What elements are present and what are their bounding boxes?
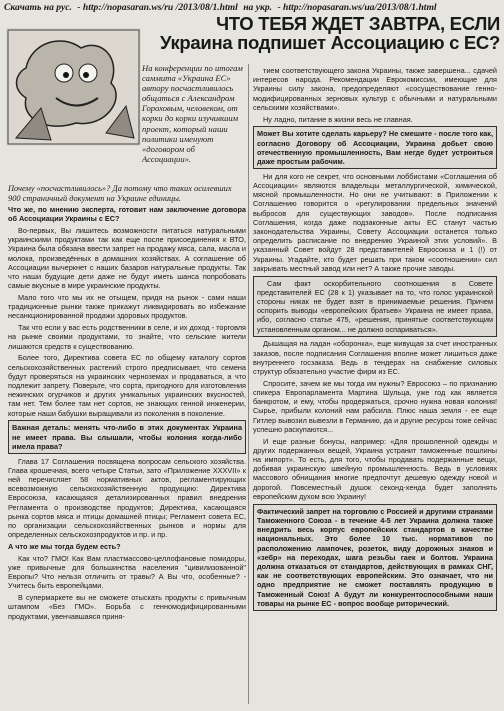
paragraph: Мало того что мы их не отыщем, придя на рынок - сами наши традиционные рынки также прикажут ликвидировать во избежание несанкционированной продажи здоровых продуктов. bbox=[8, 293, 246, 321]
paragraph: Что же, по мнению эксперта, готовит нам заключение договора об Ассоциации Украины с ЕС? bbox=[8, 205, 246, 224]
paragraph: Как что? ГМО! Как Вам пластмассово-целлофановые помидоры, уже привычные для большинства населения "цивилизованной" Европы? Что нельзя отличить от травы? А Вы что, особенные? - Учитесь быть европейцами. bbox=[8, 553, 246, 591]
paragraph: Дышащая на ладан «оборонка», еще живущая за счет иностранных заказов, после подписания Соглашения вполне может лишиться даже внутреннего госзаказа. Ведь в тендерах на снабжение силовых структур обязательно участие фирм из ЕС. bbox=[253, 339, 497, 377]
paragraph: В супермаркете вы не сможете отыскать продукты с привычным штампом «Без ГМО». Борьба с генномодифицированными продуктами, увенчавшаяся приня- bbox=[8, 593, 246, 621]
download-link-uk[interactable]: - http://nopasaran.ws/ua/2013/08/1.html bbox=[277, 2, 437, 13]
column-divider bbox=[248, 64, 249, 704]
paragraph: И еще разные бонусы, например: «Для прошоленной одежды и других подержанных вещей, Украина устранит таможенные пошлины на импорт». То есть, для того, чтобы продавать подержанные вещи, добивая украинскую швейную промышленность. Ведь в условиях массового обнищания многие предпочтут дешевую одежду новой и дорогой. Повсеместный душок секонд-хенда будет заполнять европейским духом всю Украину! bbox=[253, 436, 497, 501]
paragraph: Спросите, зачем же мы тогда им нужны? Евросоюз – по признанию спикера Европарламента Мартина Шульца, уже год как является банкротом, и ему, чтобы продержаться, срочно нужна новая колония! Сырье, прибыли колоний нам рабсила. Плюс наша земля - ее еще Гитлер вывозил вывезли в Германию, да и другие ресурсы тоже сейчас успешно раскупаются... bbox=[253, 378, 497, 434]
callout-box: Важная деталь: менять что-либо в этих документах Украина не имеет права. Вы слышали, чтобы колония когда-либо имела права? bbox=[8, 420, 246, 454]
callout-box: Сам факт оскорбительного соотношения в Совете представителей ЕС (28 к 1) указывает на то, что голос украинской стороны никак не будет взят в принимаемые решения. Причем оспорить выводы «европейских братьев» Украина не имеет права, ибо, согласно статье 475, «решения, принятые соответствующим установленным органом... не должно оспариваться». bbox=[253, 276, 497, 337]
intro-text: На конференции по итогам саммита «Украина ЕС» автору посчастливилось общаться с Александром Гороховым, человеком, от корки до корки изучившим проект, который наши политики именуют «договором об Ассоциации». bbox=[142, 63, 243, 164]
left-column bbox=[8, 205, 246, 623]
paragraph: Так что если у вас есть родственники в селе, и их доход - торговля на рынке своими продуктами, то знайте, что сельские жители лишаются средств к существованию. bbox=[8, 323, 246, 351]
download-label-ru: Скачать на рус. bbox=[4, 2, 72, 13]
paragraph: Ну ладно, питание в жизни весь не главная. bbox=[263, 114, 413, 124]
paragraph: Ни для кого не секрет, что основными лоббистами «Соглашения об Ассоциации» являются владельцы металлургической, химической, мясной промышленности. Но они не учитывают: в Приложении к Соглашению говорится о «регулировании предельных значений выбросов для существующих заводов». После подписания Соглашения, когда даже подзаконные акты ЕС станут частью законодательства Украины, Совету Ассоциации останется только определить расписание по внедрению Украиной этих условий». В указанный Совет войдут 28 представителей Евросоюза и 1 (!) от Украины. Угадайте, кто будет решать при таком «соотношении» сил закрывать местный завод или нет? А также прочие заводы. bbox=[253, 171, 497, 273]
paragraph: тием соответствующего закона Украины, также завершена... сдачей интересов народа. Рекомендации Еврокомиссии, имеющие для Украины силу закона, предопределяют «сосуществование генно-модифицированных зерновых культур с обычными и натуральными сельскими хозяйствами». bbox=[253, 66, 497, 112]
headline: ЧТО ТЕБЯ ЖДЕТ ЗАВТРА, ЕСЛИ Украина подпишет Ассоциацию с ЕС? bbox=[159, 13, 500, 53]
paragraph: Во-первых, Вы лишитесь возможности питаться натуральными украинскими продуктами так как еще после присоединения к ВТО, Украина была обязана ввести запрет на продажу мяса, сала, масла и молока, произведённых в домашних хозяйствах. А соглашение об Ассоциации вычеркнет с наших базаров натуральные продукты. Так что наши будущие дети даже не будут иметь шанса попробовать самые вкусные в мире украинские продукты. bbox=[8, 226, 246, 291]
right-column bbox=[253, 66, 497, 614]
callout-box: Фактический запрет на торговлю с Россией и другими странами Таможенного Союза - в течение 4-5 лет Украина должна также внедрить весь корпус европейских стандартов в качестве национальных. Это более 10 тыс. нормативов по расположению лампочек, розеток, виду дорожных знаков и «зебр» на переходах, шага резьбы гаек и болтов. Украина должна отказаться от стандартов, действующих в рамках СНГ, как не соответствующих европейским. Это означает, что ни одно предприятие не сможет поставлять продукцию в Таможенный Союз! А будут ли конкурентоспособными наши товары на рынке ЕС - вопрос вообще риторический. bbox=[253, 504, 497, 611]
cartoon-illustration bbox=[6, 28, 141, 146]
download-link-ru[interactable]: - http://nopasaran.ws/ru /2013/08/1.html bbox=[77, 2, 238, 13]
subheading: А что же мы тогда будем есть? bbox=[8, 542, 121, 552]
intro-note: Почему «посчастливилось»? Да потому что таких осилевших 900 страничный документ на Украине единицы. bbox=[8, 184, 232, 203]
callout-box: Может Вы хотите сделать карьеру? Не смешите - после того как, согласно Договору об Ассоциации, Украина добьет свою отечественную промышленность, Вам негде будет устроиться даже простым рабочим. bbox=[253, 126, 497, 169]
paragraph: Более того, Директива совета ЕС по общему каталогу сортов сельскохозяйственных растений строго предписывает, что семена будут проверяться на украинских черноземах и продаваться, а что подлежит запрету. Поверьте, что сорта, пригодного для изготовления нежинских огурчиков и других уникальных украинских вкусностей, там нет. Тем более там нет сортов, не знающих генной инженерии, которые наши бабушки выращивали из поколения в поколение. bbox=[8, 353, 246, 418]
download-label-uk: на укр. bbox=[243, 2, 273, 13]
paragraph: Глава 17 Соглашения посвящена вопросам сельского хозяйства. Глава крошечная, всего четыре Статьи, зато «Приложение XXXVII» к ней перечисляет 58 нормативных актов, регламентирующих всевозможную сельскохозяйственную продукцию: Директива Евросоюза, касающаяся детализированных правил внедрения Регламента о производстве продуктов; Директива, касающаяся рынка сортов мяса и птицы домашней птицы; Регламент совета ЕС, по организации сельскохозяйственных рынков и нормы для определенных сельскохозпродуктов и пр. и пр. bbox=[8, 456, 246, 540]
